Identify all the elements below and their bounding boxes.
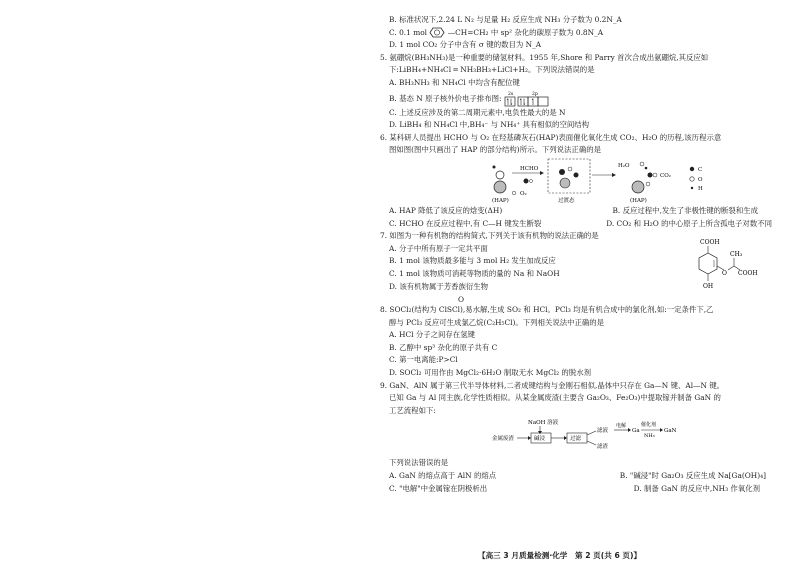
q9-option-d: D. 制备 GaN 的反应中,NH₃ 作氧化剂 — [633, 483, 760, 493]
mol-ch3: CH₃ — [730, 251, 743, 259]
q4-option-c-prefix: C. 0.1 mol — [389, 27, 428, 37]
orbital-2p-label: 2p — [531, 92, 538, 98]
q9-option-c: C. "电解"中金属镓在阴极析出 — [389, 483, 488, 493]
orbital-diagram — [504, 90, 554, 107]
q7-molecule-structure — [684, 236, 764, 296]
o2-label: O₂ — [520, 190, 527, 197]
q7-option-d: D. 该有机物属于芳香族衍生物 — [389, 281, 489, 291]
transition-state-label: 过渡态 — [558, 197, 575, 204]
mechanism-diagram — [380, 157, 772, 205]
q5-option-a: A. BH₃NH₃ 和 NH₄Cl 中均含有配位键 — [389, 77, 520, 87]
q4-option-c — [380, 27, 772, 40]
q8-option-b: B. 乙醇中 sp³ 杂化的原子共有 C — [389, 342, 498, 352]
q9-stem-cont: 已知 Ga 与 Al 同主族,化学性质相似。从某金属废渣(主要含 Ga₂O₃、Fe₂O₃)中提取镓并制备 GaN 的 — [389, 393, 721, 403]
benzene-ring-icon — [429, 27, 445, 38]
q6-option-d: D. CO₂ 和 H₂O 的中心原子上所含孤电子对数不同 — [606, 218, 772, 228]
q7-stem: 7. 如图为一种有机物的结构简式,下列关于该有机物的说法正确的是 — [380, 231, 599, 241]
q9-flowchart — [380, 417, 772, 457]
mol-cooh-top: COOH — [700, 239, 720, 247]
hap-right-label: (HAP) — [630, 197, 647, 204]
flow-raw: 金属废渣 — [492, 436, 515, 443]
flow-gan: GaN — [664, 428, 677, 435]
question-column — [380, 14, 772, 495]
q6-stem: 6. 某科研人员提出 HCHO 与 O₂ 在羟基磷灰石(HAP)表面催化氧化生成 CO₂、H₂O 的历程,该历程示意 — [380, 132, 722, 142]
q8-stem: 8. SOCl₂(结构为 ClSCl),易水解,生成 SO₂ 和 HCl。PCl₃ 均是有机合成中的氯化剂,如:一定条件下,乙 — [380, 305, 714, 315]
co2-label: CO₂ — [660, 172, 671, 179]
q9-stem: 9. GaN、AlN 属于第三代半导体材料,二者成键结构与金刚石相似,晶体中只存在 Ga—N 键、Al—N 键。 — [380, 380, 725, 390]
q8-o-above: O — [458, 295, 465, 305]
flow-leach: 碱浸 — [534, 436, 546, 443]
q6-options-ab — [380, 205, 772, 218]
q5-stem: 5. 氨硼烷(BH₃NH₃)是一种重要的储氢材料。1955 年,Shore 和 Parry 首次合成出氨硼烷,其反应如 — [380, 52, 709, 62]
q6-option-b: B. 反应过程中,发生了非极性键的断裂和生成 — [612, 205, 758, 215]
q8-option-d: D. SOCl₂ 可用作由 MgCl₂·6H₂O 制取无水 MgCl₂ 的脱水剂 — [389, 368, 591, 378]
q5-stem-cont: 下:LiBH₄+NH₄Cl ═ NH₃BH₃+LiCl+H₂。下列说法错误的是 — [389, 65, 595, 75]
mol-oh: OH — [703, 283, 714, 291]
q6-option-c: C. HCHO 在反应过程中,有 C—H 键发生断裂 — [389, 218, 542, 228]
orbital-2s-label: 2s — [507, 92, 514, 98]
q4-option-b: B. 标准状况下,2.24 L N₂ 与足量 H₂ 反应生成 NH₃ 分子数为 0.2N_A — [389, 15, 622, 24]
q5-option-b-text: B. 基态 N 原子核外价电子排布图: — [389, 93, 502, 103]
q7-option-c: C. 1 mol 该物质可消耗等物质的量的 Na 和 NaOH — [389, 268, 560, 278]
q9-option-a: A. GaN 的熔点高于 AlN 的熔点 — [389, 471, 497, 481]
q8-option-a: A. HCl 分子之间存在氢键 — [389, 330, 475, 340]
q7-option-a: A. 分子中所有原子一定共平面 — [389, 243, 488, 253]
q9-option-b: B. "碱浸"时 Ga₂O₃ 反应生成 Na[Ga(OH)₄] — [619, 471, 766, 481]
q8-stem-cont: 醇与 PCl₃ 反应可生成氯乙烷(C₂H₅Cl)。下列相关说法中正确的是 — [389, 317, 605, 327]
q6-options-cd — [380, 218, 772, 231]
q6-mechanism-figure — [380, 157, 772, 205]
q6-stem-cont: 图如图(图中只画出了 HAP 的部分结构)所示。下列说法正确的是 — [389, 145, 601, 155]
flow-naoh: NaOH 溶液 — [528, 420, 559, 427]
flow-residue: 滤渣 — [597, 444, 609, 451]
h2o-label: H₂O — [618, 162, 630, 169]
q7-option-b: B. 1 mol 该物质最多能与 3 mol H₂ 发生加成反应 — [389, 256, 556, 266]
flow-nh3: NH₃ — [644, 433, 655, 440]
q7-block — [380, 230, 772, 293]
q5-option-b — [380, 90, 772, 107]
flow-filter: 过滤 — [570, 436, 582, 443]
legend-c: C — [698, 166, 703, 173]
hcho-label: HCHO — [520, 165, 539, 172]
q5-option-d: D. LiBH₄ 和 NH₄Cl 中,BH₄⁻ 与 NH₄⁺ 具有相似的空间结构 — [389, 120, 590, 130]
q9-ask: 下列说法错误的是 — [389, 458, 449, 468]
q9-stem-cont2: 工艺流程如下: — [389, 405, 436, 415]
legend-o: O — [698, 176, 703, 183]
flow-filtrate: 滤液 — [597, 428, 609, 435]
flow-catalyst: 催化剂 — [641, 422, 657, 429]
q4-option-c-suffix: —CH=CH₂ 中 sp² 杂化的碳原子数为 0.8N_A — [447, 27, 604, 37]
q4-option-d: D. 1 mol CO₂ 分子中含有 σ 键的数目为 N_A — [389, 40, 542, 50]
legend-h: H — [698, 185, 703, 192]
flow-electrolysis: 电解 — [616, 423, 627, 430]
q8-option-c: C. 第一电离能:P>Cl — [389, 355, 458, 365]
q9-options-ab — [380, 470, 772, 483]
mol-o: O — [722, 270, 727, 278]
hap-left-label: (HAP) — [492, 197, 509, 204]
q6-option-a: A. HAP 降低了该反应的焓变(ΔH) — [389, 205, 503, 215]
q9-options-cd — [380, 483, 772, 496]
flow-ga: Ga — [632, 428, 640, 435]
process-flow-diagram — [380, 417, 772, 457]
q5-option-c: C. 上述反应涉及的第二周期元素中,电负性最大的是 N — [389, 107, 566, 117]
mol-cooh-side: COOH — [738, 270, 758, 278]
page-footer: 【高三 3 月质量检测·化学 第 2 页(共 6 页)】 — [478, 551, 642, 560]
